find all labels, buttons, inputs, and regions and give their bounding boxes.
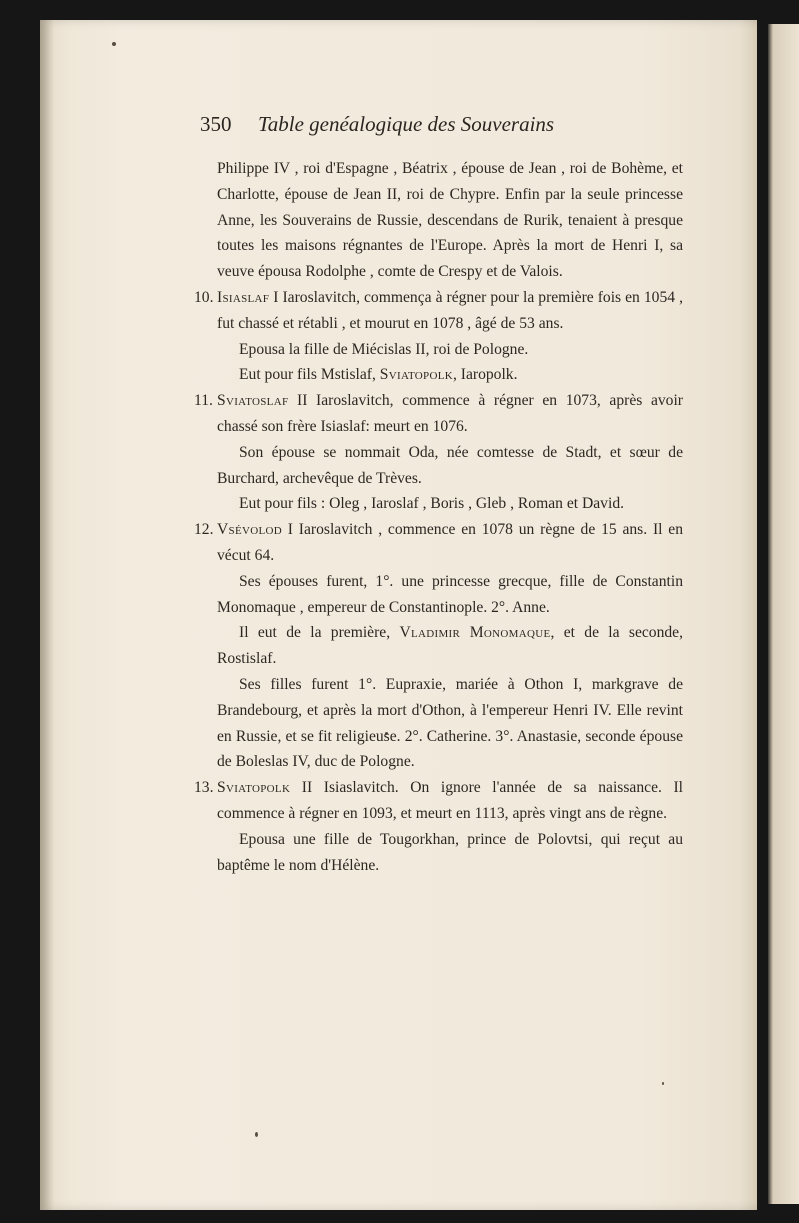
text-segment: II Isiaslavitch. On ignore l'année de sa naissance. Il commence à régner en 1093, et meurt en 1113, après vingt ans de règne. <box>217 779 683 822</box>
paper-speck <box>112 42 116 46</box>
entry-number: 13. <box>194 779 214 797</box>
sovereign-name: Sviatopolk <box>217 779 291 797</box>
text-segment: Epousa la fille de Miécislas II, roi de Pologne. <box>239 340 529 358</box>
genealogy-entry <box>194 775 683 827</box>
text-segment: Philippe IV , roi d'Espagne , Béatrix , épouse de Jean , roi de Bohème, et Charlotte, épouse de Jean II, roi de Chypre. Enfin par la seule princesse Anne, les Souverains de Russie, descendans de Rurik, tenaient à presque toutes les maisons régnantes de l'Europe. Après la mort de Henri I, sa veuve épousa Rodolphe , comte de Crespy et de Valois. <box>217 160 683 281</box>
sovereign-name: Sviatoslaf <box>217 392 289 410</box>
text-segment: Ses filles furent 1°. Eupraxie, mariée à Othon I, markgrave de Brandebourg, et après la mort d'Othon, à l'empereur Henri IV. Elle revint en Russie, et se fit religieuse. 2°. Catherine. 3°. Anastasie, seconde épouse de Boleslas IV, duc de Pologne. <box>217 675 683 771</box>
text-segment: I Iaroslavitch, commença à régner pour la première fois en 1054 , fut chassé et rétabli , et mourut en 1078 , âgé de 53 ans. <box>217 288 683 332</box>
paragraph <box>217 672 683 775</box>
sovereign-name: Isiaslaf <box>217 288 270 306</box>
paragraph <box>217 827 683 879</box>
running-title: Table genéalogique des Souverains <box>258 112 555 136</box>
page-number: 350 <box>200 112 232 136</box>
entry-number: 10. <box>194 288 214 306</box>
entry-number: 11. <box>194 392 213 410</box>
sovereign-name: Sviatopolk <box>379 366 453 384</box>
text-segment: Ses épouses furent, 1°. une princesse grecque, fille de Constantin Monomaque , empereur de Constantinople. 2°. Anne. <box>217 572 683 616</box>
paragraph <box>217 156 683 285</box>
paragraph <box>217 491 683 517</box>
genealogy-entry <box>194 388 683 440</box>
paragraph <box>217 362 683 388</box>
paragraph <box>217 620 683 672</box>
text-segment: II Iaroslavitch, commence à régner en 1073, après avoir chassé son frère Isiaslaf: meurt en 1076. <box>217 392 683 435</box>
text-segment: I Iaroslavitch , commence en 1078 un règne de 15 ans. Il en vécut 64. <box>217 521 683 564</box>
text-segment: Epousa une fille de Tougorkhan, prince de Polovtsi, qui reçut au baptême le nom d'Hélène. <box>217 830 683 874</box>
paper-speck <box>255 1132 258 1137</box>
text-segment: Il eut de la première, <box>239 624 400 642</box>
text-segment: , Iaropolk. <box>452 366 518 384</box>
paragraph <box>217 440 683 492</box>
sovereign-name: Vsévolod <box>217 521 282 539</box>
text-segment: Son épouse se nommait Oda, née comtesse de Stadt, et sœur de Burchard, archevêque de Trèves. <box>217 443 683 487</box>
running-header <box>200 112 660 137</box>
text-segment: Eut pour fils : Oleg , Iaroslaf , Boris , Gleb , Roman et David. <box>239 495 625 513</box>
sovereign-name: Vladimir Monomaque <box>399 624 551 642</box>
genealogy-entry <box>194 517 683 569</box>
paragraph <box>217 337 683 363</box>
entry-number: 12. <box>194 521 214 539</box>
facing-page-edge <box>768 24 799 1204</box>
paper-speck <box>662 1082 664 1085</box>
genealogy-entry <box>194 285 683 337</box>
text-segment: , et de la seconde, Rostislaf. <box>217 624 684 668</box>
page-body-text <box>194 156 684 878</box>
text-segment: Eut pour fils Mstislaf, <box>239 366 380 384</box>
paragraph <box>217 569 683 621</box>
